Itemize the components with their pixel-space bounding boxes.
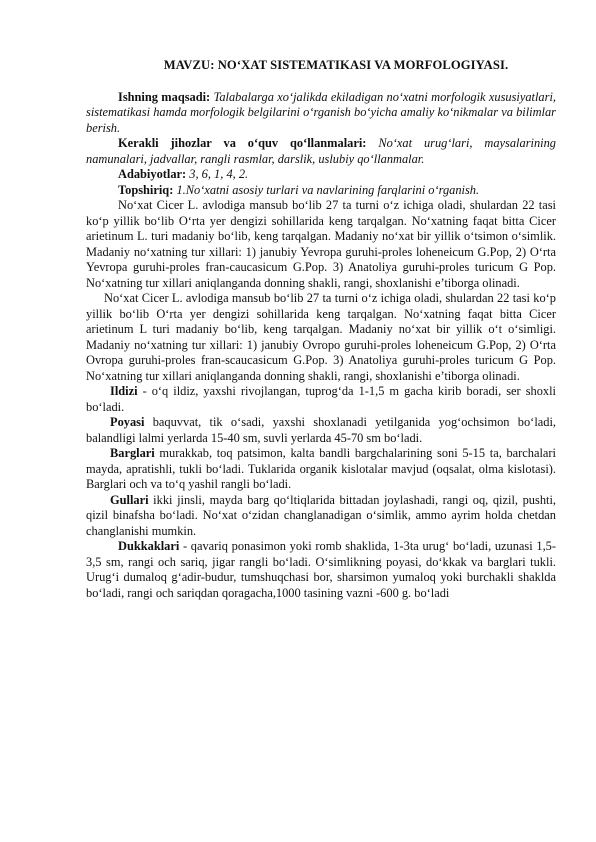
literature-paragraph — [86, 167, 556, 183]
task-label: Topshiriq: — [118, 182, 174, 197]
literature-text: 3, 6, 1, 4, 2. — [189, 167, 249, 181]
stem-paragraph — [86, 415, 556, 446]
flowers-paragraph — [86, 493, 556, 540]
equipment-paragraph — [86, 136, 556, 167]
leaves-text: murakkab, toq patsimon, kalta bandli bargchalarining soni 5-15 ta, barchalari mayda, apratishli, tukli bo‘ladi. Tuklarida organik kislotalar mavjud (oqsalat, olma kislotasi). Barglari och va to‘q yashil rangli bo‘ladi. — [86, 446, 556, 491]
pods-label: Dukkaklari — [118, 539, 180, 553]
leaves-paragraph — [86, 446, 556, 493]
root-paragraph — [86, 384, 556, 415]
page-title: MAVZU: NO‘XAT SISTEMATIKASI VA MORFOLOGIYASI. — [163, 58, 509, 72]
intro-paragraph-2: No‘xat Cicer L. avlodiga mansub bo‘lib 27 ta turni o‘z ichiga oladi, shulardan 22 tasi ko‘p yillik bo‘lib O‘rta yer dengizi sohillarida keng tarqalgan. No‘xatning faqat bitta Cicer arietinum L turi madaniy bo‘lib, keng tarqalgan. Madaniy no‘xat bir yillik o‘t o‘simligi. Madaniy no‘xatning tur xillari: 1) janubiy Ovropo guruhi-proles loheneicum G.Pop, 2) O‘rta Ovropa guruhi-proles fran-scaucasicum G.Pop. 3) Anatoliya guruhi-proles turicum G Pop. No‘xatning tur xillari aniqlanganda donning shakli, rangi, shoxlanishi e’tiborga olinadi. — [86, 291, 556, 383]
document-body — [86, 58, 556, 601]
literature-label: Adabiyotlar: — [118, 167, 187, 181]
pods-text: - qavariq ponasimon yoki romb shaklida, 1-3ta urug‘ bo‘ladi, uzunasi 1,5-3,5 sm, rangi och sariq, jigar rangli bo‘ladi. O‘simlikning poyasi, do‘kkak va barglari tukli. Urug‘i dumaloq g‘adir-budur, tumshuqchasi bor, sharsimon yumaloq yoki burchakli shaklda bo‘ladi, rangi och sariqdan qoragacha,1000 tasining vazni -600 g. bo‘ladi — [86, 539, 556, 600]
goal-text: Talabalarga xo‘jalikda ekiladigan no‘xatni morfologik xususiyatlari, sistematikasi hamda morfologik belgilarini o‘rganish bo‘yicha amaliy ko‘nikmalar va bilimlar berish. — [86, 89, 556, 135]
goal-label: Ishning maqsadi: — [118, 89, 211, 104]
flowers-text: ikki jinsli, mayda barg qo‘ltiqlarida bittadan joylashadi, rangi oq, qizil, pushti, qizil binafsha bo‘ladi. No‘xat o‘zidan changlanadigan o‘simlik, ammo ayrim holda chetdan changlanishi mumkin. — [86, 492, 556, 538]
root-label: Ildizi — [110, 384, 138, 398]
stem-text: baquvvat, tik o‘sadi, yaxshi shoxlanadi yetilganida yog‘ochsimon bo‘ladi, balandligi lalmi yerlarda 15-40 sm, suvli yerlarda 45-70 sm bo‘ladi. — [86, 415, 556, 445]
pods-paragraph — [86, 539, 556, 601]
equipment-text: No‘xat urug‘lari, maysalarining namunalari, jadvallar, rangli rasmlar, darslik, uslubiy qo‘llanmalar. — [86, 136, 556, 166]
equipment-label: Kerakli jihozlar va o‘quv qo‘llanmalari: — [118, 136, 367, 150]
goal-paragraph — [86, 90, 556, 137]
leaves-label: Barglari — [110, 446, 155, 460]
flowers-label: Gullari — [110, 492, 149, 507]
task-text: 1.No‘xatni asosiy turlari va navlarining farqlarini o‘rganish. — [176, 182, 480, 197]
root-text: - o‘q ildiz, yaxshi rivojlangan, tuprog‘da 1-1,5 m gacha kirib boradi, ser shoxli bo‘ladi. — [86, 384, 556, 414]
intro-paragraph-1: No‘xat Cicer L. avlodiga mansub bo‘lib 27 ta turni o‘z ichiga oladi, shulardan 22 tasi ko‘p yillik bo‘lib O‘rta yer dengizi sohillarida keng tarqalgan. No‘xatning faqat bitta Cicer arietinum L. turi madaniy bo‘lib, keng tarqalgan. Madaniy no‘xat bir yillik o‘tsimon o‘simlik. Madaniy no‘xatning tur xillari: 1) janubiy Yevropa guruhi-proles loheneicum G.Pop, 2) O‘rta Yevropa guruhi-proles fran-caucasicum G.Pop. 3) Anatoliya guruhi-proles turicum G Pop. No‘xatning tur xillari aniqlanganda donning shakli, rangi, shoxlanishi e’tiborga olinadi. — [86, 198, 556, 290]
stem-label: Poyasi — [110, 415, 145, 429]
task-paragraph — [86, 183, 556, 199]
